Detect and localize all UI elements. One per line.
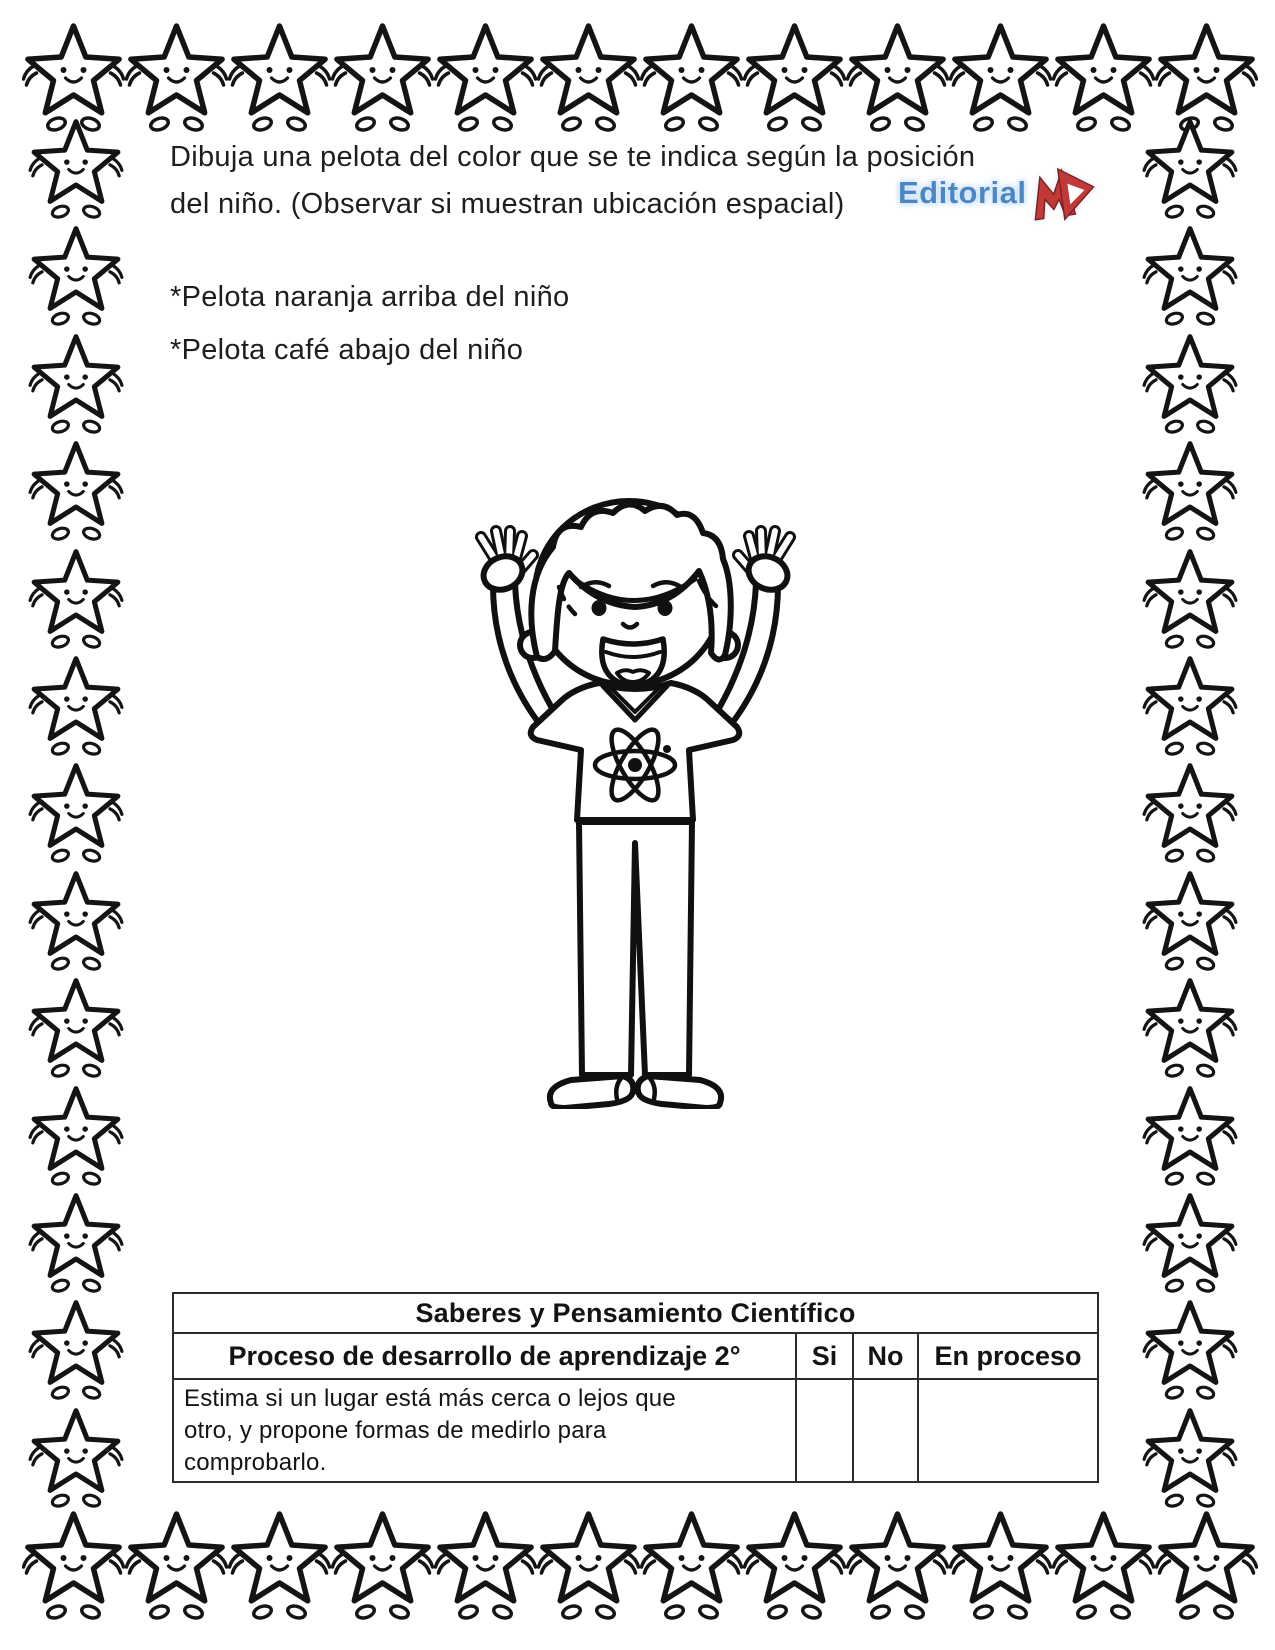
star-icon [125,1510,228,1620]
star-icon [949,22,1052,132]
rubric-cell-criterion: Estima si un lugar está más cerca o lejos que otro, y propone formas de medirlo para comprobarlo. [173,1379,796,1482]
star-icon [1155,22,1258,132]
star-border-left [26,118,126,1508]
boy-right-hand [738,531,793,596]
star-icon [125,22,228,132]
instruction-line-2: del niño. (Observar si muestran ubicación espacial) [170,188,845,220]
boy-arms-raised-illustration [463,487,808,1109]
star-icon [1155,1510,1258,1620]
star-icon [26,440,126,541]
star-icon [331,22,434,132]
editorial-md-logo [898,164,1096,222]
star-icon [228,1510,331,1620]
star-border-top [22,22,1252,132]
star-icon [1052,1510,1155,1620]
rubric-cell-si-answer [796,1379,853,1482]
star-icon [1140,1299,1240,1400]
star-icon [846,1510,949,1620]
logo-editorial-text: Editorial [898,175,1027,210]
star-border-right [1140,118,1240,1508]
star-icon [1140,977,1240,1078]
star-icon [1140,118,1240,219]
logo-md-icon [1030,164,1096,222]
star-icon [26,655,126,756]
star-icon [331,1510,434,1620]
star-icon [1140,225,1240,326]
boy-right-eye [658,600,673,616]
rubric-table [172,1292,1099,1483]
rubric-title: Saberes y Pensamiento Científico [173,1293,1098,1333]
star-icon [1140,1192,1240,1293]
star-icon [1140,548,1240,649]
rubric-col-enproceso: En proceso [918,1333,1098,1379]
rubric-cell-no-answer [853,1379,918,1482]
star-border-bottom [22,1510,1252,1622]
star-icon [1052,22,1155,132]
star-icon [537,22,640,132]
star-icon [26,1299,126,1400]
boy-tongue [617,670,649,682]
star-icon [26,333,126,434]
star-icon [434,22,537,132]
star-icon [1140,762,1240,863]
star-icon [26,762,126,863]
star-icon [1140,1085,1240,1186]
boy-pants [579,822,692,1075]
star-icon [846,22,949,132]
star-icon [434,1510,537,1620]
star-icon [26,548,126,649]
atom-electron [663,745,671,753]
star-icon [26,225,126,326]
rubric-col-si: Si [796,1333,853,1379]
rubric-col-proceso: Proceso de desarrollo de aprendizaje 2° [173,1333,796,1379]
star-icon [1140,333,1240,434]
star-icon [1140,655,1240,756]
boy-left-eye [592,600,607,616]
star-icon [26,1085,126,1186]
star-icon [1140,870,1240,971]
star-icon [26,977,126,1078]
star-icon [26,118,126,219]
star-icon [22,1510,125,1620]
rubric-cell-enproceso-answer [918,1379,1098,1482]
star-icon [949,1510,1052,1620]
star-icon [22,22,125,132]
boy-left-hand [478,531,533,596]
instruction-line-1: Dibuja una pelota del color que se te indica según la posición [170,141,976,173]
star-icon [26,870,126,971]
star-icon [228,22,331,132]
star-icon [1140,1407,1240,1508]
rubric-col-no: No [853,1333,918,1379]
star-icon [743,22,846,132]
star-icon [1140,440,1240,541]
star-icon [26,1407,126,1508]
atom-nucleus [628,758,642,772]
star-icon [640,1510,743,1620]
star-icon [26,1192,126,1293]
task-brown-ball: *Pelota café abajo del niño [170,334,524,366]
star-icon [743,1510,846,1620]
task-orange-ball: *Pelota naranja arriba del niño [170,281,570,313]
star-icon [537,1510,640,1620]
star-icon [640,22,743,132]
